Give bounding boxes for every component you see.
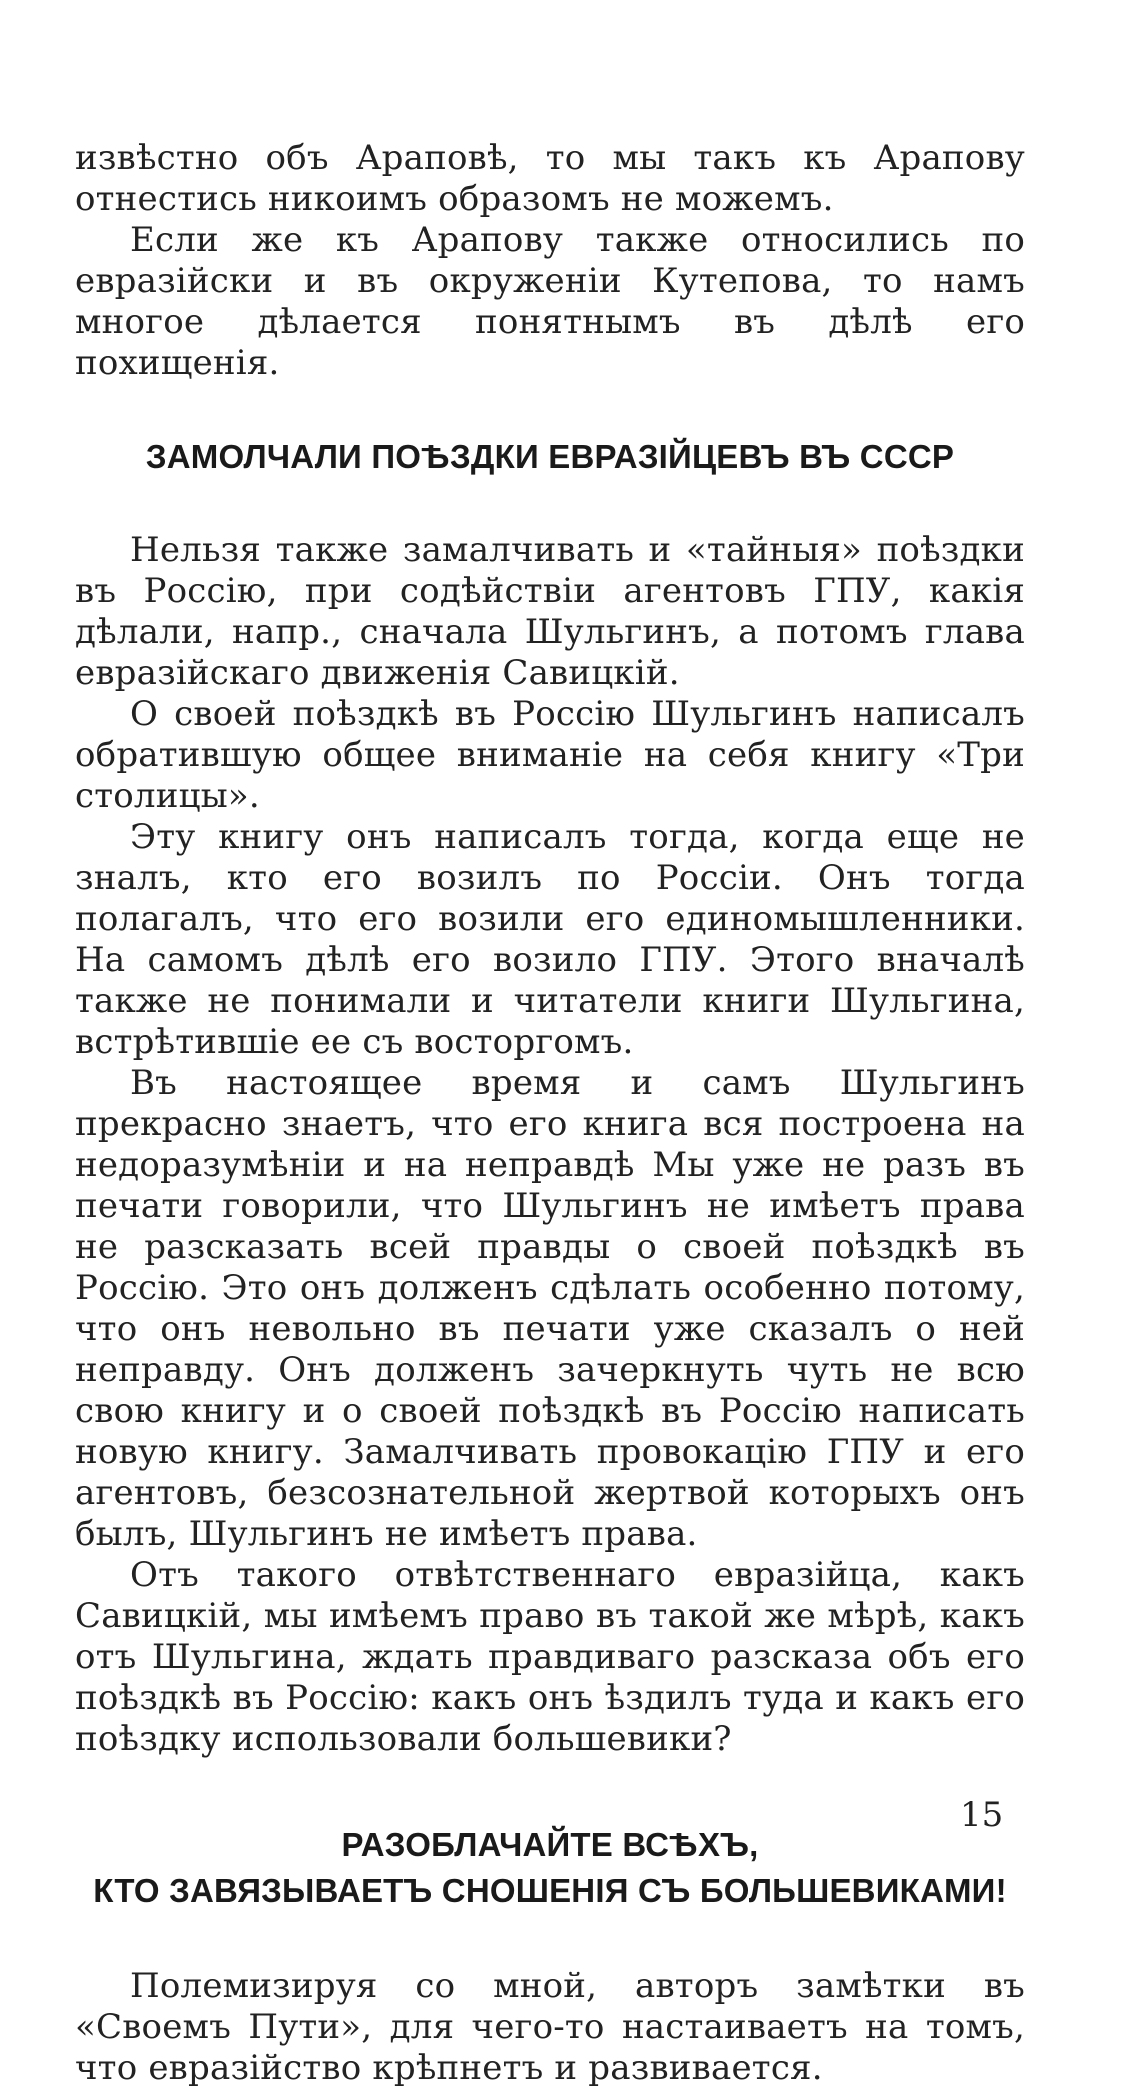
page-body bbox=[75, 138, 1025, 2089]
paragraph: Эту книгу онъ написалъ тогда, когда еще не зналъ, кто его возилъ по Россіи. Онъ тогда полагалъ, что его возили его единомышленники. На самомъ дѣлѣ его возило ГПУ. Этого вначалѣ также не понимали и читатели книги Шульгина, встрѣтившіе ее съ восторгомъ. bbox=[75, 817, 1025, 1062]
paragraph: Полемизируя со мной, авторъ замѣтки въ «Своемъ Пути», для чего-то настаиваетъ на томъ, что евразійство крѣпнетъ и развивается. bbox=[75, 1966, 1025, 2088]
section-heading-2 bbox=[75, 1822, 1025, 1914]
paragraph: Если же къ Арапову также относились по евразійски и въ окруженіи Кутепова, то намъ многое дѣлается понятнымъ въ дѣлѣ его похищенія. bbox=[75, 220, 1025, 383]
paragraph: извѣстно объ Араповѣ, то мы такъ къ Арапову отнестись никоимъ образомъ не можемъ. bbox=[75, 138, 1025, 219]
section-heading: ЗАМОЛЧАЛИ ПОѢЗДКИ ЕВРАЗІЙЦЕВЪ ВЪ СССР bbox=[145, 438, 955, 475]
paragraph: О своей поѣздкѣ въ Россію Шульгинъ написалъ обратившую общее вниманіе на себя книгу «Три столицы». bbox=[75, 694, 1025, 816]
paragraph: Въ настоящее время и самъ Шульгинъ прекрасно знаетъ, что его книга вся построена на недоразумѣніи и на неправдѣ Мы уже не разъ въ печати говорили, что Шульгинъ не имѣетъ права не разсказать всей правды о своей поѣздкѣ въ Россію. Это онъ долженъ сдѣлать особенно потому, что онъ невольно въ печати уже сказалъ о ней неправду. Онъ долженъ зачеркнуть чуть не всю свою книгу и о своей поѣздкѣ въ Россію написать новую книгу. Замалчивать провокацію ГПУ и его агентовъ, безсознательной жертвой которыхъ онъ былъ, Шульгинъ не имѣетъ права. bbox=[75, 1063, 1025, 1554]
paragraph: Отъ такого отвѣтственнаго евразійца, какъ Савицкій, мы имѣемъ право въ такой же мѣрѣ, какъ отъ Шульгина, ждать правдиваго разсказа объ его поѣздкѣ въ Россію: какъ онъ ѣздилъ туда и какъ его поѣздку использовали большевики? bbox=[75, 1555, 1025, 1759]
section-heading-line: КТО ЗАВЯЗЫВАЕТЪ СНОШЕНІЯ СЪ БОЛЬШЕВИКАМИ! bbox=[93, 1872, 1007, 1909]
paragraph: Нельзя также замалчивать и «тайныя» поѣздки въ Россію, при содѣйствіи агентовъ ГПУ, какія дѣлали, напр., сначала Шульгинъ, а потомъ глава евразійскаго движенія Савицкій. bbox=[75, 530, 1025, 693]
section-heading-line: РАЗОБЛАЧАЙТЕ ВСѢХЪ, bbox=[341, 1826, 759, 1863]
page-number: 15 bbox=[960, 1795, 1004, 1835]
